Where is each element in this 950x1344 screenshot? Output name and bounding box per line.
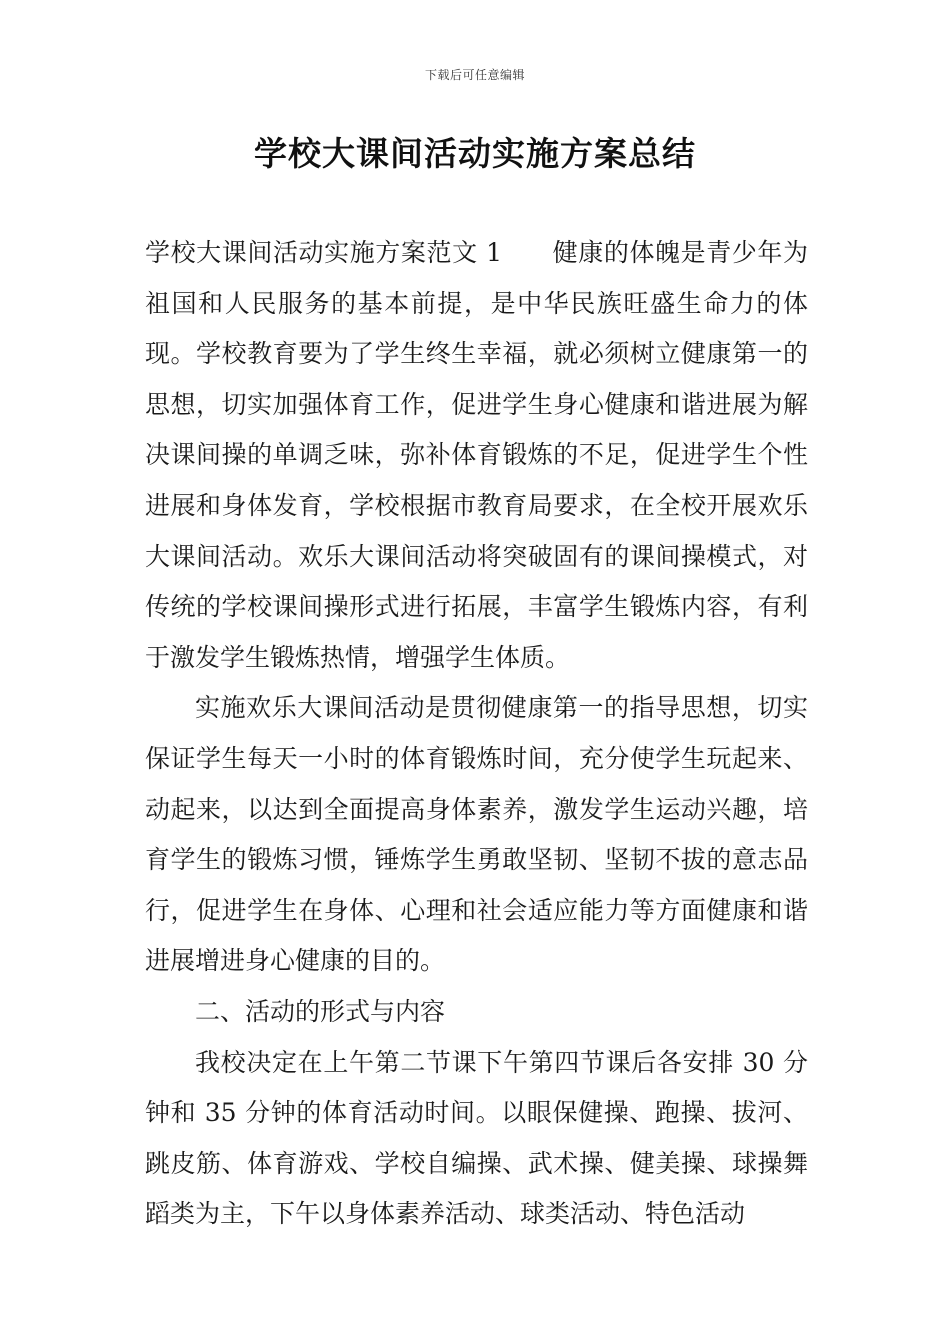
paragraph-1 — [145, 228, 808, 683]
paragraph-1-text: 健康的体魄是青少年为祖国和人民服务的基本前提，是中华民族旺盛生命力的体现。学校教育要为了学生终生幸福，就必须树立健康第一的思想，切实加强体育工作，促进学生身心健康和谐进展为解决课间操的单调乏味，弥补体育锻炼的不足，促进学生个性进展和身体发育，学校根据市教育局要求，在全校开展欢乐大课间活动。欢乐大课间活动将突破固有的课间操模式，对传统的学校课间操形式进行拓展，丰富学生锻炼内容，有利于激发学生锻炼热情，增强学生体质。 — [145, 238, 808, 672]
section-heading: 二、活动的形式与内容 — [195, 996, 446, 1026]
intro-label: 学校大课间活动实施方案范文 1 — [145, 238, 503, 267]
document-body — [145, 228, 808, 1240]
paragraph-2: 实施欢乐大课间活动是贯彻健康第一的指导思想，切实保证学生每天一小时的体育锻炼时间，充分使学生玩起来、动起来，以达到全面提高身体素养，激发学生运动兴趣，培育学生的锻炼习惯，锤炼学生勇敢坚韧、坚韧不拔的意志品行，促进学生在身体、心理和社会适应能力等方面健康和谐进展增进身心健康的目的。 — [145, 693, 808, 976]
header-note: 下载后可任意编辑 — [424, 68, 525, 82]
document-title: 学校大课间活动实施方案总结 — [254, 134, 696, 173]
paragraph-3: 我校决定在上午第二节课下午第四节课后各安排 30 分钟和 35 分钟的体育活动时间。以眼保健操、跑操、拔河、跳皮筋、体育游戏、学校自编操、武术操、健美操、球操舞蹈类为主，下午以身体素养活动、球类活动、特色活动 — [145, 1047, 808, 1229]
